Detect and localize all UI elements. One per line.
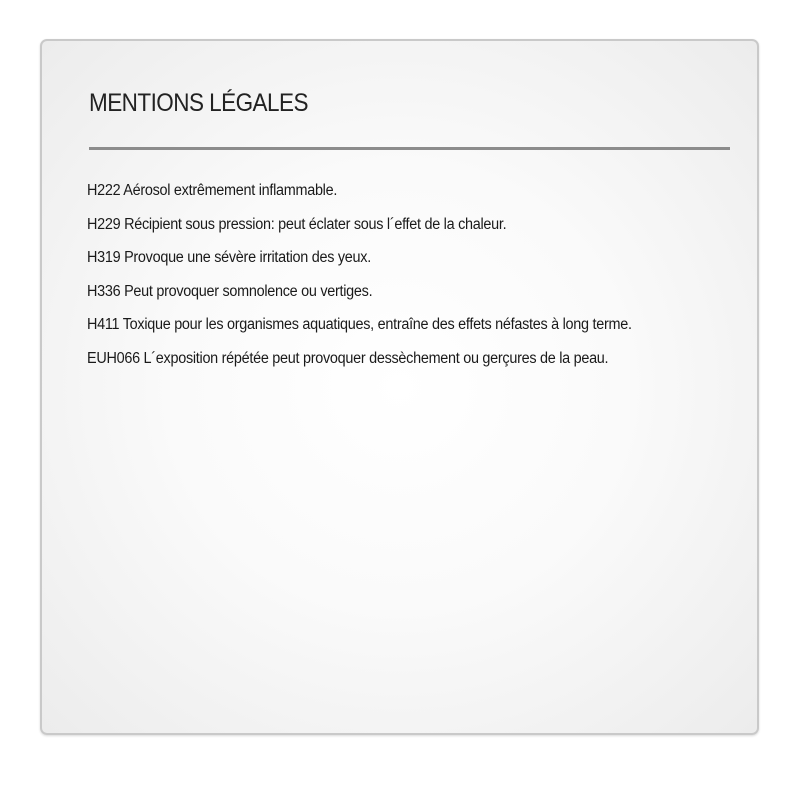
legal-notice-card — [40, 39, 759, 735]
hazard-statement-euh066: EUH066 L´exposition répétée peut provoquer dessèchement ou gerçures de la peau. — [87, 349, 609, 367]
hazard-statement-h336: H336 Peut provoquer somnolence ou vertiges. — [87, 282, 373, 300]
hazard-statement-h411: H411 Toxique pour les organismes aquatiques, entraîne des effets néfastes à long terme. — [87, 316, 632, 333]
hazard-statement-h222: H222 Aérosol extrêmement inflammable. — [87, 182, 338, 199]
section-title: MENTIONS LÉGALES — [89, 89, 308, 117]
title-divider — [89, 147, 730, 150]
hazard-statements-list — [87, 181, 717, 382]
hazard-statement-h319: H319 Provoque une sévère irritation des yeux. — [87, 249, 371, 266]
hazard-statement-h229: H229 Récipient sous pression: peut éclater sous l´effet de la chaleur. — [87, 215, 507, 233]
